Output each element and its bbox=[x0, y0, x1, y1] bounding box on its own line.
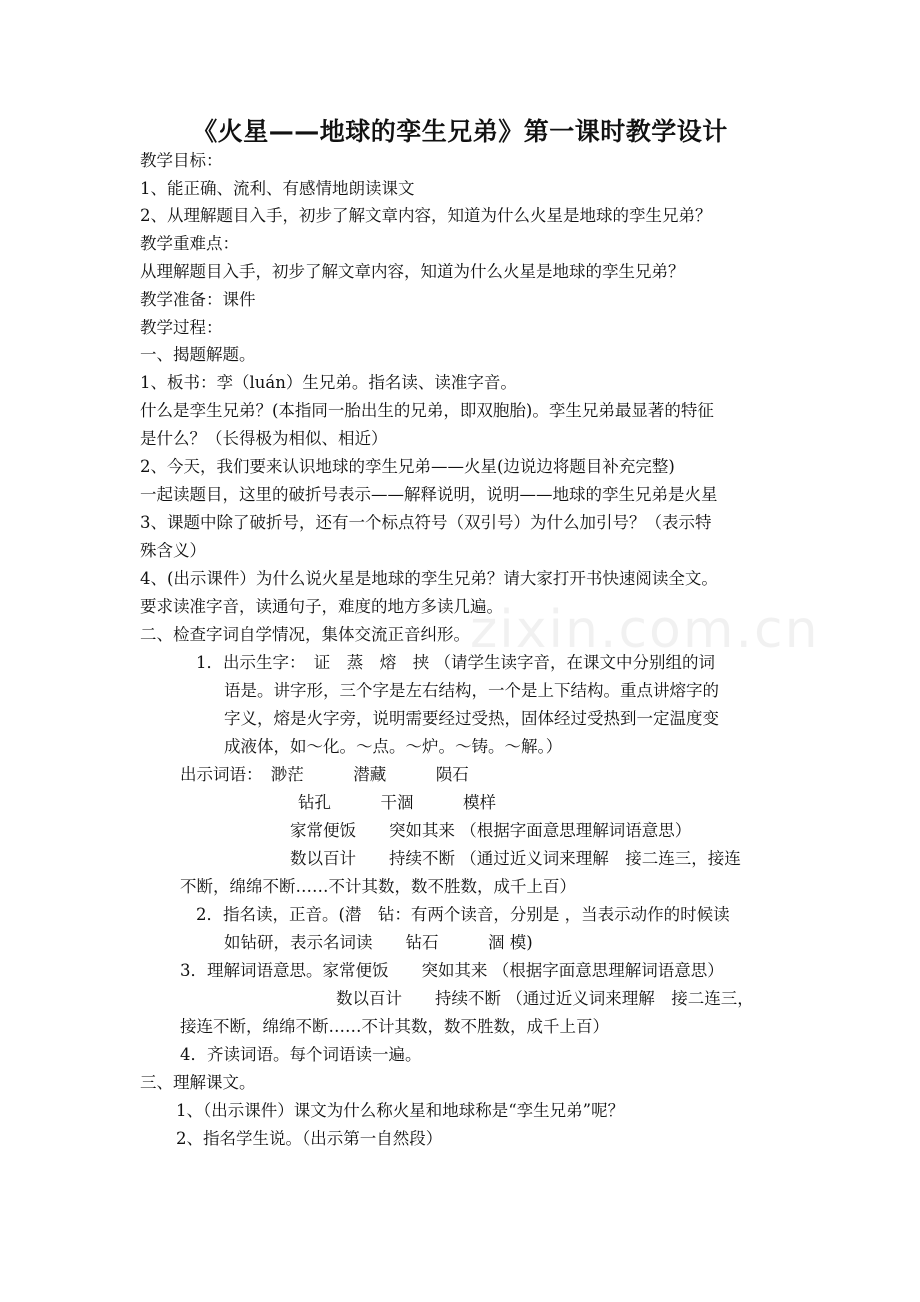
page-title: 《火星——地球的孪生兄弟》第一课时教学设计 bbox=[192, 117, 728, 146]
text-line: 数以百计 持续不断 （通过近义词来理解 接二连三，接连 bbox=[290, 849, 741, 868]
text-line: 教学重难点： bbox=[140, 234, 239, 253]
text-line: 殊含义） bbox=[140, 541, 206, 560]
text-line: 语是。讲字形，三个字是左右结构，一个是上下结构。重点讲熔字的 bbox=[224, 681, 719, 700]
text-line: 教学准备：课件 bbox=[140, 290, 256, 309]
text-line: 接连不断，绵绵不断……不计其数，数不胜数，成千上百） bbox=[180, 1017, 609, 1036]
text-line: 3．理解词语意思。家常便饭 突如其来 （根据字面意思理解词语意思） bbox=[180, 961, 724, 980]
text-line: 2、指名学生说。（出示第一自然段） bbox=[176, 1129, 443, 1148]
text-line: 二、检查字词自学情况，集体交流正音纠形。 bbox=[140, 625, 470, 644]
text-line: 1、（出示课件）课文为什么称火星和地球称是“孪生兄弟”呢？ bbox=[176, 1101, 625, 1120]
text-line: 4、(出示课件）为什么说火星是地球的孪生兄弟？请大家打开书快速阅读全文。 bbox=[140, 569, 718, 588]
text-line: 一、揭题解题。 bbox=[140, 345, 256, 364]
text-line: 字义，熔是火字旁，说明需要经过受热，固体经过受热到一定温度变 bbox=[224, 709, 719, 728]
text-line: 2、今天，我们要来认识地球的孪生兄弟——火星(边说边将题目补充完整) bbox=[140, 457, 675, 476]
text-line: 成液体，如～化。～点。～炉。～铸。～解。） bbox=[224, 737, 563, 756]
text-line: 2．指名读，正音。(潜 钻：有两个读音，分别是 ，当表示动作的时候读 bbox=[196, 905, 730, 924]
text-line: 从理解题目入手，初步了解文章内容，知道为什么火星是地球的孪生兄弟？ bbox=[140, 262, 685, 281]
text-line: 是什么？（长得极为相似、相近） bbox=[140, 429, 388, 448]
text-line: 什么是孪生兄弟？(本指同一胎出生的兄弟，即双胞胎)。孪生兄弟最显著的特征 bbox=[140, 401, 714, 420]
text-line: 三、理解课文。 bbox=[140, 1073, 256, 1092]
text-line: 家常便饭 突如其来 （根据字面意思理解词语意思） bbox=[290, 821, 692, 840]
text-line: 钻孔 干涸 模样 bbox=[298, 793, 496, 812]
text-line: 3、课题中除了破折号，还有一个标点符号（双引号）为什么加引号？（表示特 bbox=[140, 513, 712, 532]
text-line: 教学目标： bbox=[140, 151, 223, 170]
text-line: 如钻研，表示名词读 钻石 涸 模) bbox=[224, 933, 533, 952]
text-line: 数以百计 持续不断 （通过近义词来理解 接二连三， bbox=[336, 989, 754, 1008]
text-line: 一起读题目，这里的破折号表示——解释说明，说明——地球的孪生兄弟是火星 bbox=[140, 485, 718, 504]
text-line: 4．齐读词语。每个词语读一遍。 bbox=[180, 1045, 422, 1064]
text-line: 教学过程： bbox=[140, 318, 223, 337]
text-line: 要求读准字音，读通句子，难度的地方多读几遍。 bbox=[140, 597, 503, 616]
text-line: 1．出示生字： 证 蒸 熔 挟 （请学生读字音，在课文中分别组的词 bbox=[196, 653, 715, 672]
text-line: 不断，绵绵不断……不计其数，数不胜数，成千上百） bbox=[180, 877, 576, 896]
text-line: 1、能正确、流利、有感情地朗读课文 bbox=[140, 179, 415, 198]
text-line: 2、从理解题目入手，初步了解文章内容，知道为什么火星是地球的孪生兄弟？ bbox=[140, 206, 712, 225]
text-line: 出示词语： 渺茫 潜藏 陨石 bbox=[180, 765, 469, 784]
text-line: 1、板书：孪（luán）生兄弟。指名读、读准字音。 bbox=[140, 373, 517, 392]
watermark: zixin.com.cn bbox=[470, 600, 820, 660]
